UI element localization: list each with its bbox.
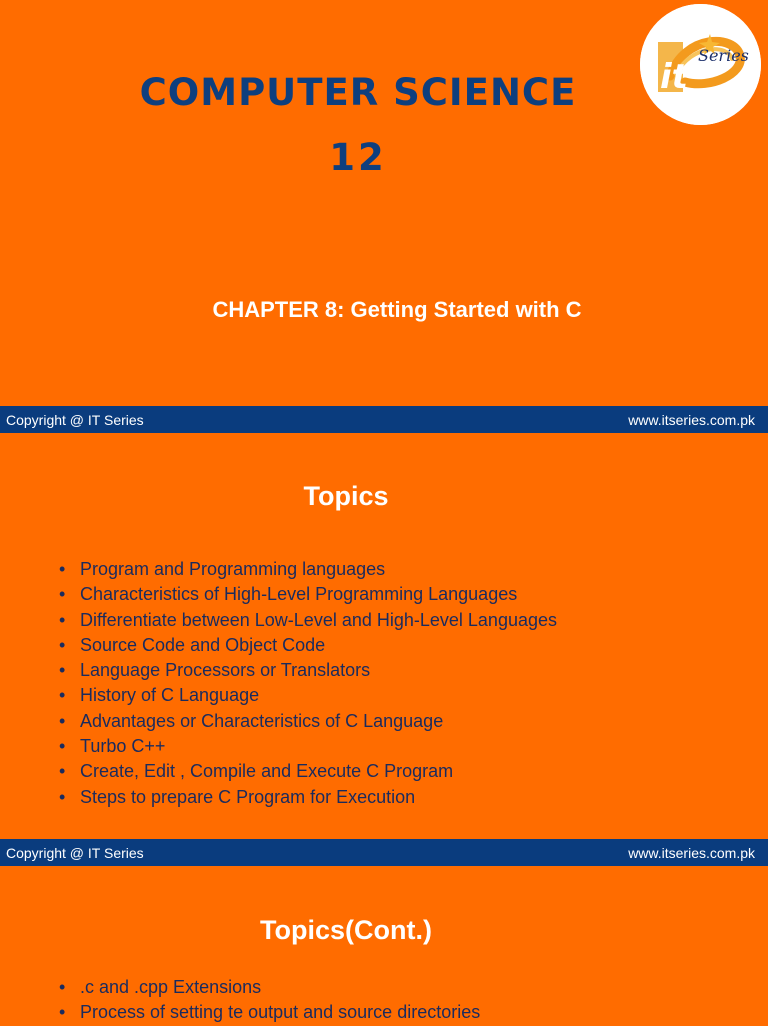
bullet: • — [59, 710, 66, 731]
bullet: • — [59, 761, 66, 782]
list-item: • Steps to prepare C Program for Execution — [59, 785, 557, 810]
list-item: • Advantages or Characteristics of C Language — [59, 709, 557, 734]
slide-heading: Topics(Cont.) — [260, 915, 432, 945]
list-item: • Create, Edit , Compile and Execute C Program — [59, 759, 557, 784]
slide-footer — [0, 839, 768, 866]
slide-heading: Topics — [303, 481, 389, 511]
topics-cont-slide — [0, 867, 768, 1024]
bullet: • — [59, 609, 66, 630]
footer-website: www.itseries.com.pk — [628, 411, 755, 428]
logo-series-text: Series — [698, 46, 749, 65]
slide-footer — [0, 406, 768, 433]
list-item: • History of C Language — [59, 683, 557, 708]
list-item: • Source Code and Object Code — [59, 633, 557, 658]
list-item: • Language Processors or Translators — [59, 658, 557, 683]
bullet: • — [59, 685, 66, 706]
list-item: • Process of setting te output and source directories — [59, 1000, 480, 1025]
footer-website: www.itseries.com.pk — [628, 844, 755, 861]
bullet: • — [59, 660, 66, 681]
bullet: • — [59, 977, 66, 997]
logo-it-text: it — [660, 57, 688, 97]
list-item: • Program and Programming languages — [59, 557, 557, 582]
bullet: • — [59, 736, 66, 757]
topics-list — [59, 975, 480, 1026]
bullet: • — [59, 634, 66, 655]
title-slide — [0, 0, 768, 406]
list-item: • Differentiate between Low-Level and High-Level Languages — [59, 608, 557, 633]
footer-copyright: Copyright @ IT Series — [6, 844, 144, 861]
bullet: • — [59, 1002, 66, 1023]
bullet: • — [59, 559, 66, 579]
list-item: • Characteristics of High-Level Programming Languages — [59, 582, 557, 607]
course-number: 12 — [329, 136, 387, 179]
list-item: • Turbo C++ — [59, 734, 557, 759]
course-title: COMPUTER SCIENCE — [139, 71, 577, 114]
topics-list — [59, 557, 557, 810]
footer-copyright: Copyright @ IT Series — [6, 411, 144, 428]
topics-slide — [0, 433, 768, 839]
bullet: • — [59, 786, 66, 807]
bullet: • — [59, 584, 66, 605]
chapter-title: CHAPTER 8: Getting Started with C — [212, 297, 582, 322]
list-item: • .c and .cpp Extensions — [59, 975, 480, 1000]
